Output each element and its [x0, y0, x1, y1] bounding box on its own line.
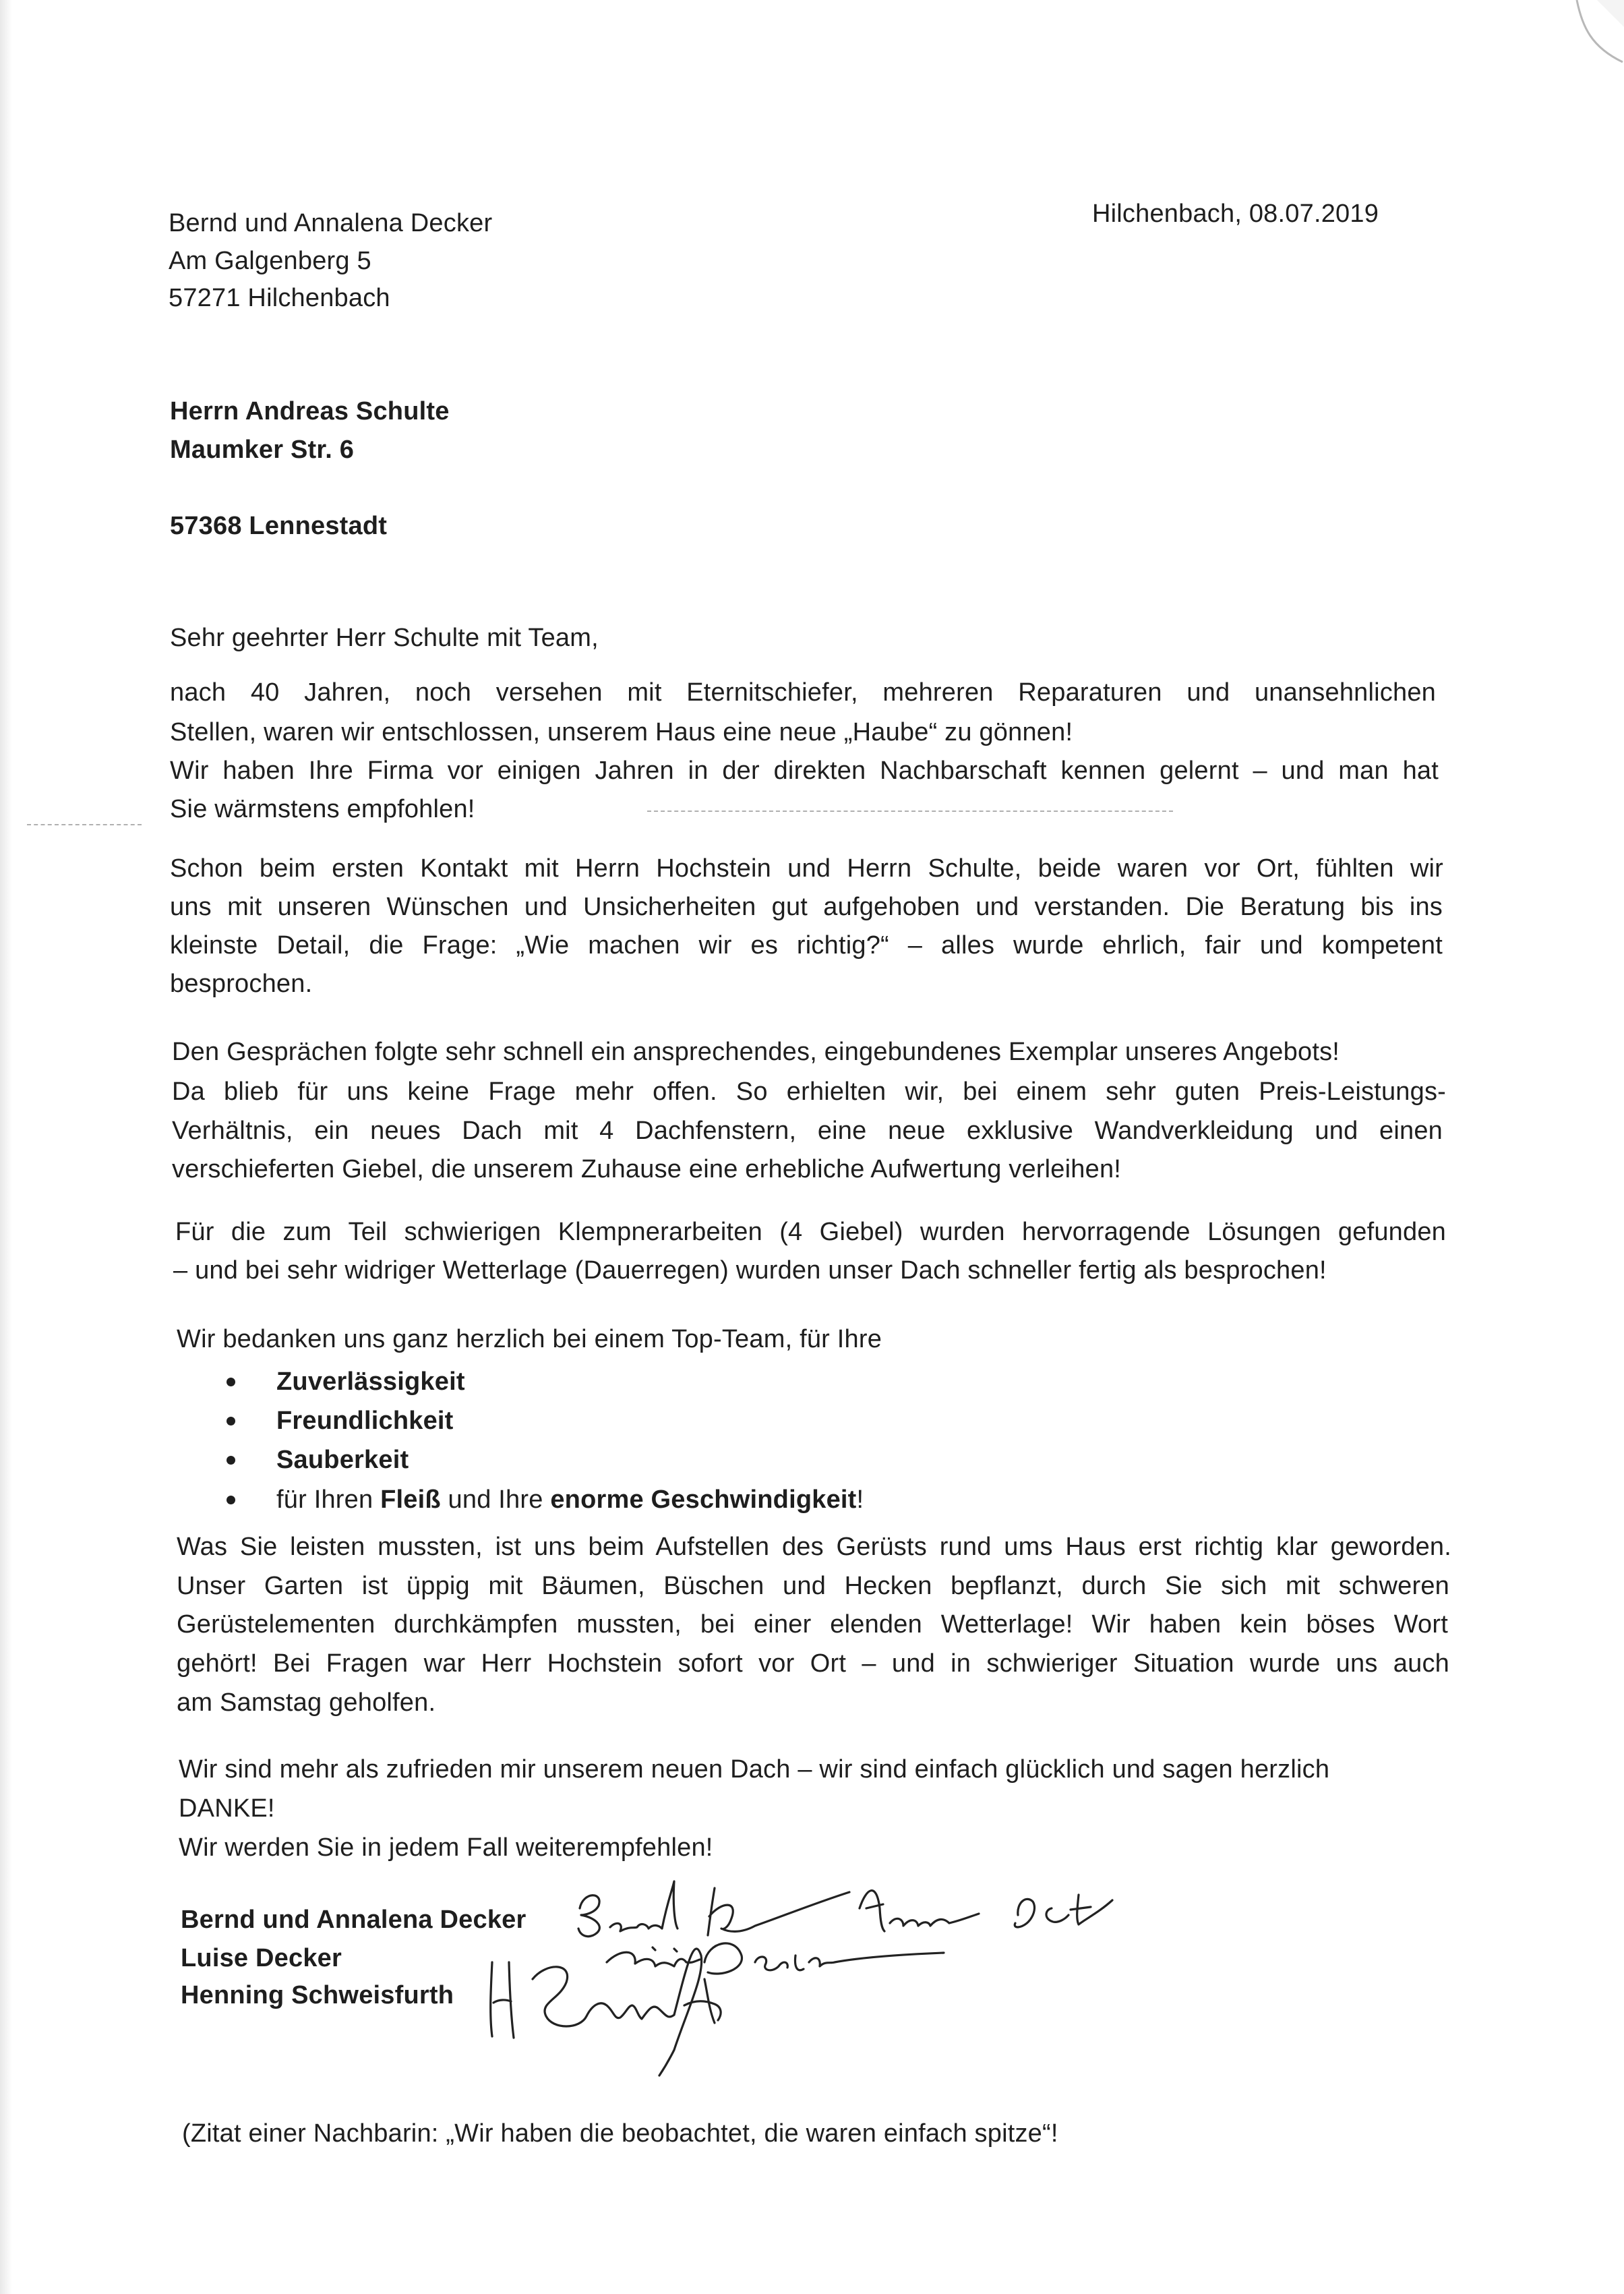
- paragraph-1-line: Wir haben Ihre Firma vor einigen Jahren in der direkten Nachbarschaft kennen gelernt – und man hat: [170, 757, 1439, 785]
- scan-artifact-line: [647, 811, 1173, 812]
- paragraph-2-line: uns mit unseren Wünschen und Unsicherheiten gut aufgehoben und verstanden. Die Beratung bis ins: [170, 893, 1443, 921]
- paragraph-6-line: Wir sind mehr als zufrieden mir unserem neuen Dach – wir sind einfach glücklich und sagen herzlich: [179, 1755, 1330, 1784]
- paragraph-2-line: kleinste Detail, die Frage: „Wie machen wir es richtig?“ – alles wurde ehrlich, fair und kompetent: [170, 931, 1443, 960]
- sender-street: Am Galgenberg 5: [169, 247, 371, 275]
- folded-corner-mark: [1550, 0, 1624, 74]
- signatory-name: Luise Decker: [181, 1944, 342, 1972]
- scan-artifact-line: [27, 824, 142, 825]
- bullet-dot: [227, 1378, 235, 1386]
- paragraph-4-line: Für die zum Teil schwierigen Klempnerarbeiten (4 Giebel) wurden hervorragende Lösungen gefunden: [175, 1218, 1446, 1246]
- signatory-name: Henning Schweisfurth: [181, 1981, 454, 2009]
- handwritten-signatures: [472, 1861, 1146, 2084]
- paragraph-5-line: am Samstag geholfen.: [177, 1688, 436, 1717]
- neighbor-quote: (Zitat einer Nachbarin: „Wir haben die beobachtet, die waren einfach spitze“!: [182, 2119, 1058, 2148]
- paragraph-5-line: Unser Garten ist üppig mit Bäumen, Büschen und Hecken bepflanzt, durch Sie sich mit schweren: [177, 1572, 1449, 1600]
- bullet-item-friendliness: Freundlichkeit: [276, 1407, 454, 1435]
- paragraph-1-line: Stellen, waren wir entschlossen, unserem Haus eine neue „Haube“ zu gönnen!: [170, 718, 1073, 746]
- bullet-bold-text: Fleiß: [380, 1486, 441, 1514]
- thanks-intro: Wir bedanken uns ganz herzlich bei einem Top-Team, für Ihre: [177, 1325, 882, 1353]
- paragraph-2-line: besprochen.: [170, 970, 313, 998]
- paragraph-6-line: DANKE!: [179, 1794, 275, 1823]
- bullet-dot: [227, 1496, 235, 1504]
- paragraph-2-line: Schon beim ersten Kontakt mit Herrn Hochstein und Herrn Schulte, beide waren vor Ort, fühlten wir: [170, 854, 1443, 883]
- place-date: Hilchenbach, 08.07.2019: [1092, 200, 1379, 228]
- recipient-name: Herrn Andreas Schulte: [170, 397, 450, 425]
- bullet-text: für Ihren: [276, 1486, 381, 1514]
- bullet-text: !: [856, 1486, 864, 1514]
- paragraph-4-line: – und bei sehr widriger Wetterlage (Dauerregen) wurden unser Dach schneller fertig als besprochen!: [173, 1256, 1327, 1285]
- recipient-city: 57368 Lennestadt: [170, 512, 388, 540]
- salutation: Sehr geehrter Herr Schulte mit Team,: [170, 624, 599, 652]
- paragraph-3-line: Den Gesprächen folgte sehr schnell ein ansprechendes, eingebundenes Exemplar unseres Angebots!: [172, 1038, 1340, 1066]
- paragraph-1-line: Sie wärmstens empfohlen!: [170, 795, 475, 823]
- sender-name: Bernd und Annalena Decker: [169, 209, 493, 237]
- paragraph-3-line: verschieferten Giebel, die unserem Zuhause eine erhebliche Aufwertung verleihen!: [172, 1155, 1122, 1183]
- paragraph-3-line: Da blieb für uns keine Frage mehr offen. So erhielten wir, bei einem sehr guten Preis-Leistungs-: [172, 1078, 1446, 1106]
- bullet-text: und Ihre: [440, 1486, 551, 1514]
- bullet-bold-text: enorme Geschwindigkeit: [550, 1486, 857, 1514]
- paragraph-3-line: Verhältnis, ein neues Dach mit 4 Dachfenstern, eine neue exklusive Wandverkleidung und einen: [172, 1117, 1443, 1145]
- bullet-item-cleanliness: Sauberkeit: [276, 1446, 409, 1474]
- paragraph-5-line: gehört! Bei Fragen war Herr Hochstein sofort vor Ort – und in schwieriger Situation wurde uns auch: [177, 1649, 1449, 1678]
- paragraph-1-line: nach 40 Jahren, noch versehen mit Eternitschiefer, mehreren Reparaturen und unansehnlichen: [170, 678, 1436, 707]
- paragraph-5-line: Was Sie leisten mussten, ist uns beim Aufstellen des Gerüsts rund ums Haus erst richtig klar geworden.: [177, 1533, 1451, 1561]
- recipient-street: Maumker Str. 6: [170, 436, 355, 464]
- paragraph-6-line: Wir werden Sie in jedem Fall weiterempfehlen!: [179, 1833, 713, 1862]
- signatory-name: Bernd und Annalena Decker: [181, 1906, 527, 1934]
- paragraph-5-line: Gerüstelementen durchkämpfen mussten, bei einer elenden Wetterlage! Wir haben kein böses Wort: [177, 1610, 1448, 1639]
- scan-edge-shadow: [0, 0, 12, 2294]
- bullet-dot: [227, 1417, 235, 1425]
- bullet-item-reliability: Zuverlässigkeit: [276, 1367, 465, 1396]
- sender-city: 57271 Hilchenbach: [169, 284, 390, 312]
- bullet-item-diligence-speed: [276, 1487, 864, 1512]
- bullet-dot: [227, 1456, 235, 1465]
